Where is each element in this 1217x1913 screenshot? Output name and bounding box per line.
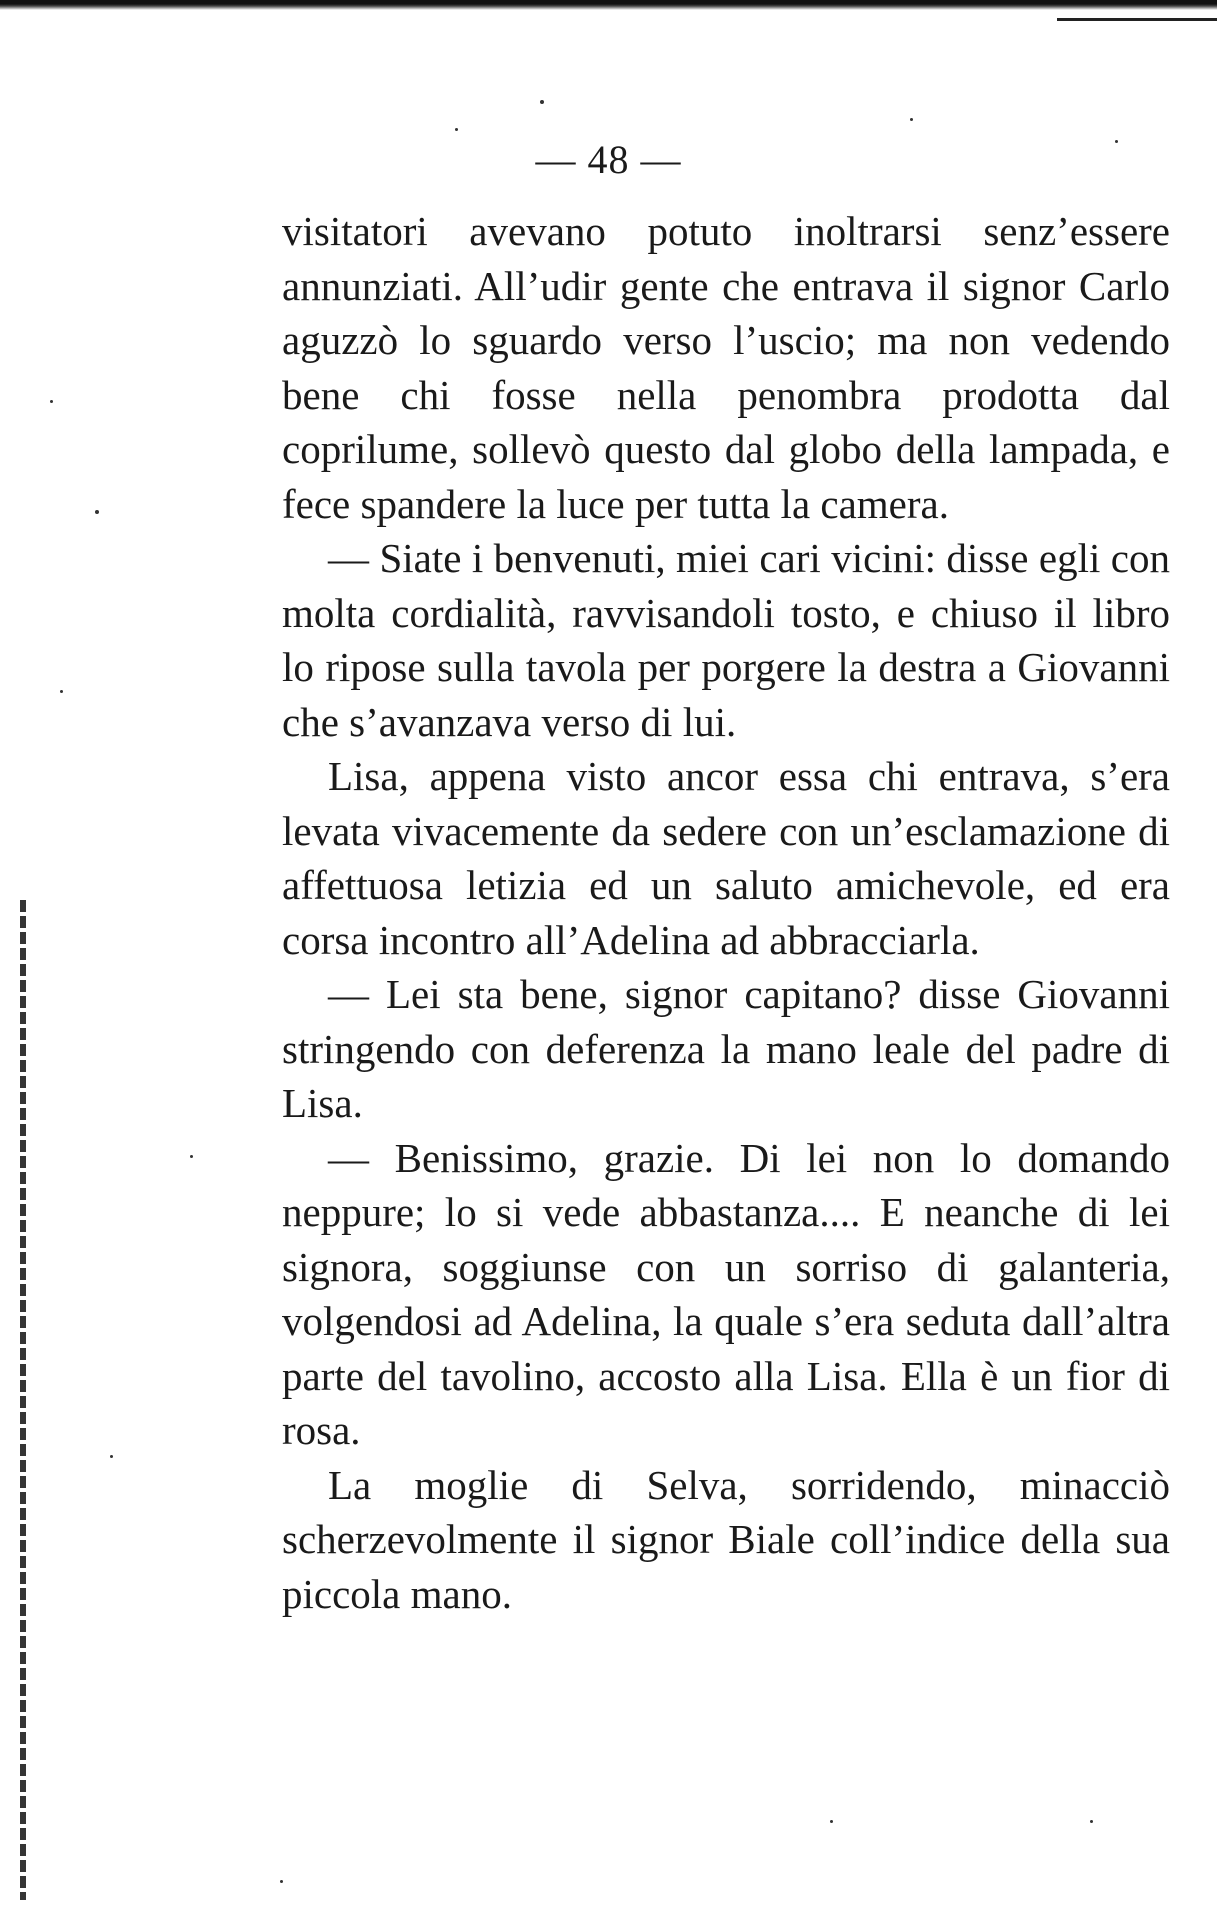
paragraph: — Benissimo, grazie. Di lei non lo domando neppure; lo si vede abbastanza.... E neanche di lei signora, soggiunse con un sorriso di galanteria, volgendosi ad Adelina, la quale s’era seduta dall’altra parte del tavolino, accosto alla Lisa. Ella è un fior di rosa. — [282, 1134, 1170, 1453]
page-edge-shadow — [20, 900, 26, 1900]
top-border-rule — [0, 0, 1217, 10]
body-text — [282, 204, 1170, 1621]
paragraph: Lisa, appena visto ancor essa chi entrava, s’era levata vivacemente da sedere con un’esclamazione di affettuosa letizia ed un saluto amichevole, ed era corsa incontro all’Adelina ad abbracciarla. — [282, 753, 1170, 963]
page-number: — 48 — — [535, 137, 682, 182]
paragraph: — Lei sta bene, signor capitano? disse Giovanni stringendo con deferenza la mano leale del padre di Lisa. — [282, 971, 1170, 1126]
paragraph: visitatori avevano potuto inoltrarsi senz’essere annunziati. All’udir gente che entrava il signor Carlo aguzzò lo sguardo verso l’uscio; ma non vedendo bene chi fosse nella penombra prodotta dal coprilume, sollevò questo dal globo della lampada, e fece spandere la luce per tutta la camera. — [282, 208, 1170, 527]
paragraph: La moglie di Selva, sorridendo, minacciò scherzevolmente il signor Biale coll’indice della sua piccola mano. — [282, 1461, 1170, 1617]
paragraph: — Siate i benvenuti, miei cari vicini: disse egli con molta cordialità, ravvisandoli tosto, e chiuso il libro lo ripose sulla tavola per porgere la destra a Giovanni che s’avanzava verso di lui. — [282, 535, 1170, 745]
